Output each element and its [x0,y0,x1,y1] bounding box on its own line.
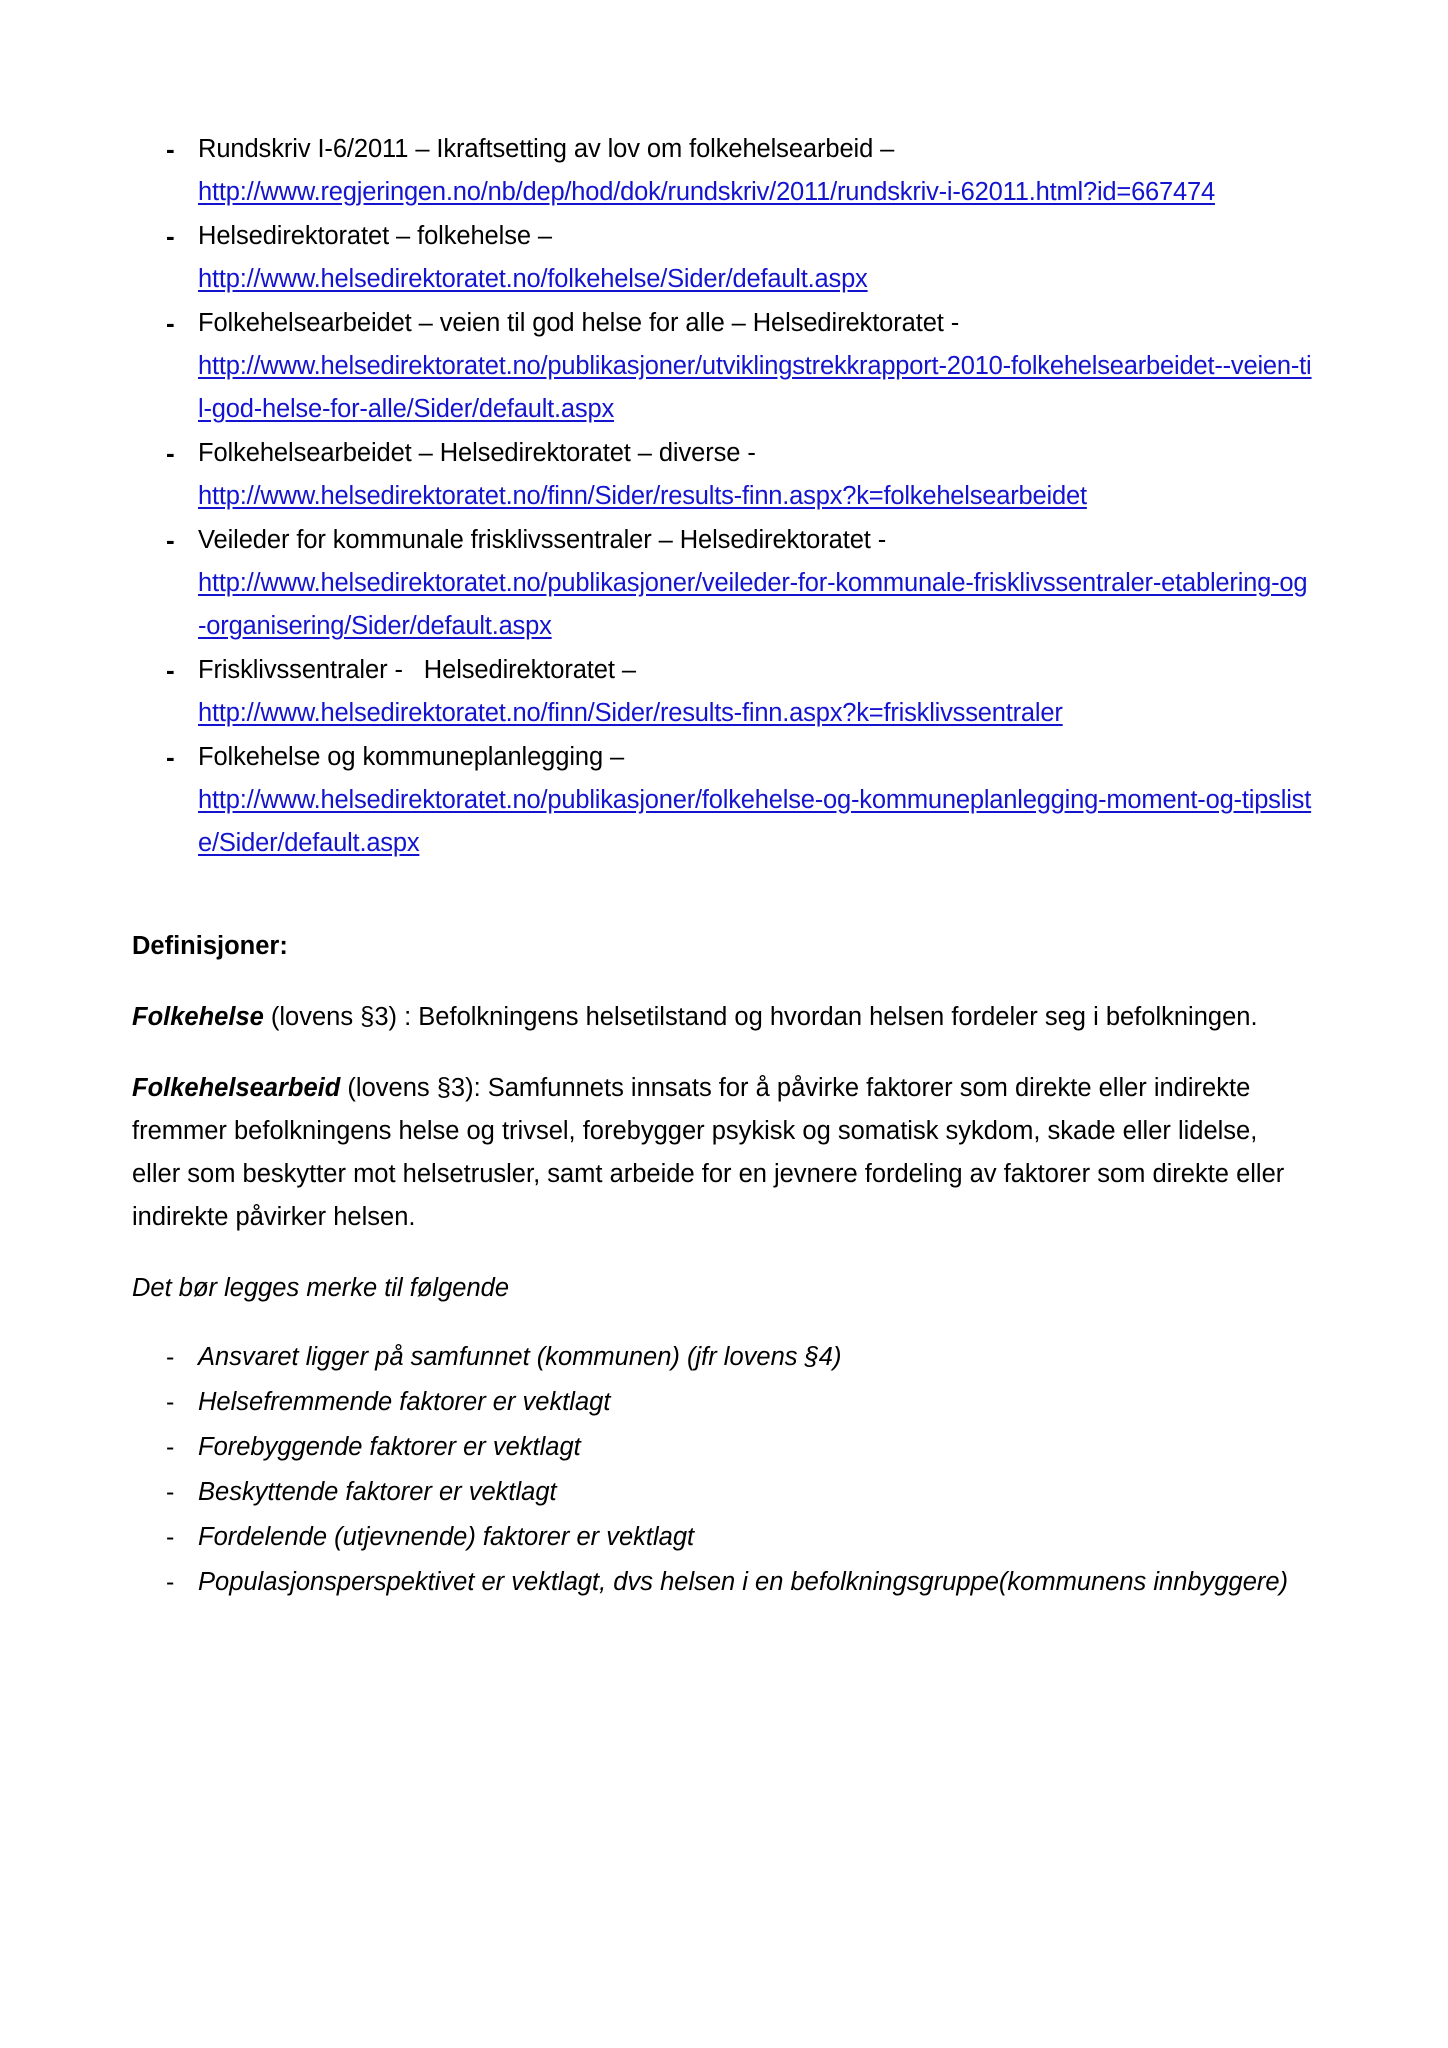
note-text: Populasjonsperspektivet er vektlagt, dvs helsen i en befolkningsgruppe(kommunens innbyggere) [198,1568,1289,1596]
resource-link[interactable]: http://www.helsedirektoratet.no/publikasjoner/veileder-for-kommunale-frisklivssentraler-etablering-og-organisering/Sider/default.aspx [198,569,1308,640]
bullet-dash-icon: - [166,438,175,468]
definition-text: (lovens §3): Samfunnets innsats for å påvirke faktorer som direkte eller indirekte fremmer befolkningens helse og trivsel, forebygger psykisk og somatisk sykdom, skade eller lidelse, eller som beskytter mot helsetrusler, samt arbeide for en jevnere fordeling av faktorer som direkte eller indirekte påvirker helsen. [132,1074,1285,1231]
definition-term: Folkehelse [132,1003,264,1031]
bullet-dash-icon: - [166,742,175,772]
resource-link[interactable]: http://www.helsedirektoratet.no/folkehelse/Sider/default.aspx [198,265,868,293]
bullet-dash-icon: - [166,308,175,338]
resource-link[interactable]: http://www.helsedirektoratet.no/finn/Sider/results-finn.aspx?k=folkehelsearbeidet [198,482,1087,510]
resource-link[interactable]: http://www.regjeringen.no/nb/dep/hod/dok/rundskriv/2011/rundskriv-i-62011.html?id=667474 [198,178,1215,206]
note-intro: Det bør legges merke til følgende [132,1274,509,1302]
bullet-dash-icon: - [166,1523,175,1551]
list-item [132,1381,1312,1424]
note-text: Helsefremmende faktorer er vektlagt [198,1388,611,1416]
resource-link[interactable]: http://www.helsedirektoratet.no/finn/Sider/results-finn.aspx?k=frisklivssentraler [198,699,1063,727]
resource-link[interactable]: http://www.helsedirektoratet.no/publikasjoner/folkehelse-og-kommuneplanlegging-moment-og-tipsliste/Sider/default.aspx [198,786,1312,857]
bullet-dash-icon: - [166,525,175,555]
link-caption: Folkehelsearbeidet – veien til god helse for alle – Helsedirektoratet - [198,309,960,337]
list-item [132,1426,1312,1469]
bullet-dash-icon: - [166,134,175,164]
list-item [132,1561,1312,1604]
document-body [132,128,1312,1606]
link-caption: Frisklivssentraler - Helsedirektoratet – [198,656,636,684]
definitions-heading: Definisjoner: [132,932,288,960]
link-caption: Veileder for kommunale frisklivssentraler – Helsedirektoratet - [198,526,887,554]
note-text: Ansvaret ligger på samfunnet (kommunen) (jfr lovens §4) [198,1343,842,1371]
bullet-dash-icon: - [166,1433,175,1461]
link-caption: Rundskriv I-6/2011 – Ikraftsetting av lov om folkehelsearbeid – [198,135,895,163]
link-caption: Folkehelsearbeidet – Helsedirektoratet – diverse - [198,439,756,467]
list-item [132,649,1312,735]
bullet-dash-icon: - [166,221,175,251]
list-item [132,128,1312,214]
link-caption: Folkehelse og kommuneplanlegging – [198,743,625,771]
list-item [132,1336,1312,1379]
note-text: Forebyggende faktorer er vektlagt [198,1433,581,1461]
list-item [132,432,1312,518]
list-item [132,302,1312,431]
note-text: Beskyttende faktorer er vektlagt [198,1478,557,1506]
definition-text: (lovens §3) : Befolkningens helsetilstand og hvordan helsen fordeler seg i befolkningen. [263,1003,1258,1031]
list-item [132,736,1312,865]
bullet-dash-icon: - [166,1388,175,1416]
definition-term: Folkehelsearbeid [132,1074,341,1102]
list-item [132,1471,1312,1514]
definition-folkehelsearbeid [132,1067,1312,1239]
note-text: Fordelende (utjevnende) faktorer er vektlagt [198,1523,695,1551]
list-item [132,1516,1312,1559]
bullet-dash-icon: - [166,1478,175,1506]
bullet-dash-icon: - [166,1343,175,1371]
link-caption: Helsedirektoratet – folkehelse – [198,222,552,250]
resource-link[interactable]: http://www.helsedirektoratet.no/publikasjoner/utviklingstrekkrapport-2010-folkehelsearbeidet--veien-til-god-helse-for-alle/Sider/default.aspx [198,352,1312,423]
note-bullet-list [132,1336,1312,1604]
resource-link-list [132,128,1312,865]
definition-folkehelse [132,996,1312,1039]
list-item [132,215,1312,301]
list-item [132,519,1312,648]
bullet-dash-icon: - [166,1568,175,1596]
bullet-dash-icon: - [166,655,175,685]
